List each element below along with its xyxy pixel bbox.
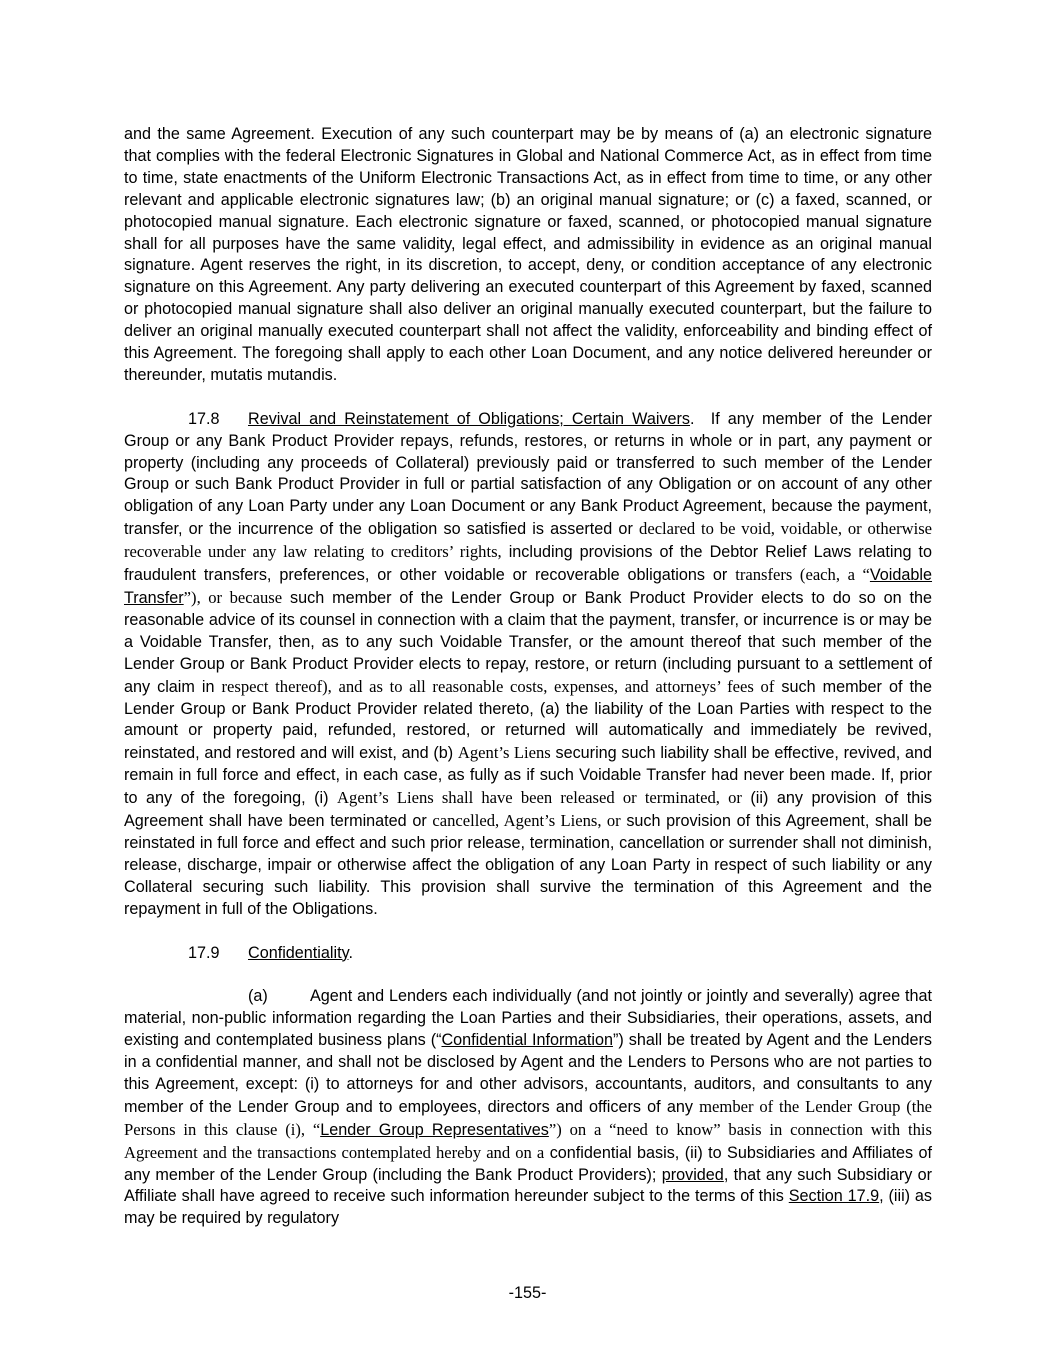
section-text: such member of the Lender Group or Bank Product Provider related thereto, (a) the liability of the Loan Parties with respect to the amount or property paid, refunded, restored, or returned will automatically and immediately be revived, reinstated, and restored and will exist, and (b) [124,677,932,763]
section-text: ”), or because [183,588,283,608]
section-text: such member of the Lender Group or Bank Product Provider elects to do so on the reasonable advice of its counsel in connection with a claim that the payment, transfer, or incurrence is or may be a Voidable Transfer, then, as to any such Voidable Transfer, or the amount thereof that such member of the Lender Group or Bank Product Provider elects to repay, restore, or return (including pursuant to a settlement of any claim in [124,589,933,696]
section-text: ”) on a “need to know” basis in connection with this Agreement and the transactions contemplated hereby and on a [124,1119,932,1162]
document-page [124,124,932,1230]
section-text: , that any such Subsidiary or Affiliate shall have agreed to receive such information hereunder subject to the terms of this [124,1165,933,1206]
section-title: Revival and Reinstatement of Obligations; Certain Waivers [248,409,691,428]
section-17-8 [124,409,932,921]
section-number: 17.8 [188,409,220,428]
defined-term: Voidable Transfer [124,566,933,608]
section-reference: Section 17.9 [788,1187,880,1206]
section-text: Agent and Lenders each individually (and not jointly or jointly and severally) agree that material, non-public information regarding the Loan Parties and their Subsidiaries, their operations, assets, and existing and contemplated business plans (“ [124,987,932,1050]
continuation-paragraph [124,124,932,387]
title-period: . [690,409,695,428]
paragraph-text: and the same Agreement. Execution of any such counterpart may be by means of (a) an electronic signature that complies with the federal Electronic Signatures in Global and National Commerce Act, as in effect from time to time, state enactments of the Uniform Electronic Transactions Act, as in effect from time to time, or any other relevant and applicable electronic signatures law; (b) an original manual signature; or (c) a faxed, scanned, or photocopied manual signature. Each electronic signature or faxed, scanned, or photocopied manual signature shall for all purposes have the same validity, legal effect, and admissibility in evidence as an original manual signature. Agent reserves the right, in its discretion, to accept, deny, or condition acceptance of any electronic signature on this Agreement. Any party delivering an executed counterpart of this Agreement by faxed, scanned or photocopied manual signature shall also deliver an original manually executed counterpart, but the failure to deliver an original manually executed counterpart shall not affect the validity, enforceability and binding effect of this Agreement. The foregoing shall apply to each other Loan Document, and any notice delivered hereunder or thereunder, mutatis mutandis. [124,125,932,384]
section-17-9-a [124,986,932,1230]
title-period: . [348,943,353,962]
section-text: respect thereof), and as to all reasonable costs, expenses, and attorneys’ fees of [221,676,775,696]
section-text: such provision of this Agreement, shall be reinstated in full force and effect and such prior release, termination, cancellation or surrender shall not diminish, release, discharge, impair or otherwise affect the obligation of any Loan Party in respect of such liability or any Collateral securing such liability. This provision shall survive the termination of this Agreement and the repayment in full of the Obligations. [124,812,932,918]
section-text: confidential basis, (ii) to Subsidiaries and Affiliates of any member of the Lender Group (including the Bank Product Providers); [124,1143,933,1184]
section-text: ”) shall be treated by Agent and the Lenders in a confidential manner, and shall not be disclosed by Agent and the Lenders to Persons who are not parties to this Agreement, except: (i) to attorneys for and other advisors, accountants, auditors, and consultants to any member of the Lender Group and to employees, directors and officers of any [124,1031,933,1116]
section-text: cancelled, Agent’s Liens, or [432,811,621,831]
section-text: including provisions of the Debtor Relief Laws relating to fraudulent transfers, preferences, or other voidable or recoverable obligations or [124,543,933,585]
defined-term: provided [661,1165,724,1184]
section-number: 17.9 [188,943,220,962]
page-number: -155- [508,1284,547,1302]
section-17-9-heading [124,943,932,965]
section-title: Confidentiality [248,943,349,962]
section-text: Agent’s Liens [457,743,551,763]
section-text: securing such liability shall be effective, revived, and remain in full force and effect, in each case, as fully as if such Voidable Transfer had never been made. If, prior to any of the foregoing, (i) [124,744,933,808]
section-text: transfers (each, a “ [735,565,870,585]
section-text: declared to be void, voidable, or otherwise recoverable under any law relating to creditors’ rights, [124,519,933,562]
section-text: Agent’s Liens shall have been released or terminated, or [337,788,742,808]
defined-term: Confidential Information [441,1031,613,1050]
defined-term: Lender Group Representatives [320,1120,549,1139]
section-text: If any member of the Lender Group or any Bank Product Provider repays, refunds, restores, or returns in whole or in part, any payment or property (including any proceeds of Collateral) previously paid or transferred to such member of the Lender Group or such Bank Product Provider in full or partial satisfaction of any Obligation or on account of any other obligation of any Loan Party under any Loan Document or any Bank Product Agreement, because the payment, transfer, or the incurrence of the obligation so satisfied is asserted or [124,409,933,539]
section-text: , (iii) as may be required by regulatory [124,1187,933,1228]
section-text: (ii) any provision of this Agreement shall have been terminated or [124,789,933,831]
subsection-label: (a) [248,987,268,1006]
section-text: member of the Lender Group (the Persons in this clause (i), “ [124,1096,933,1139]
